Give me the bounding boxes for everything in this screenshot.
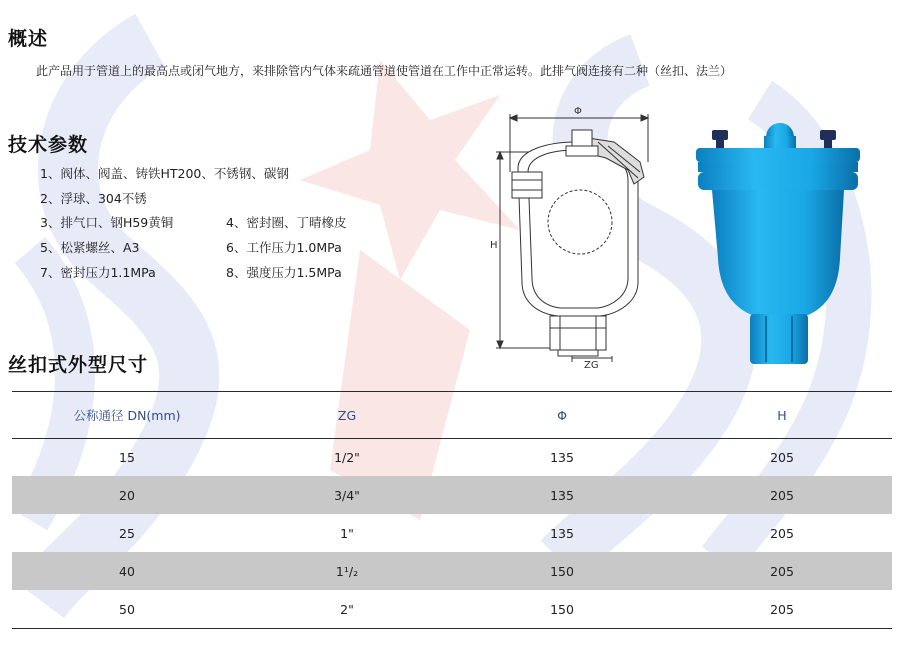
spec-item: 7、密封压力1.1MPa: [40, 265, 156, 280]
cell-zg: 1/2": [334, 449, 360, 465]
cell-phi: 135: [550, 525, 574, 541]
spec-item: 3、排气口、钢H59黄铜: [40, 215, 174, 230]
spec-item: 1、阀体、阀盖、铸铁HT200、不锈钢、碳钢: [40, 166, 289, 181]
spec-item: 6、工作压力1.0MPa: [226, 240, 342, 255]
cell-phi: 135: [550, 487, 574, 503]
table-header-row: [12, 392, 892, 438]
cell-dn: 15: [119, 449, 135, 465]
cell-dn: 40: [119, 563, 135, 579]
cell-dn: 20: [119, 487, 135, 503]
cell-h: 205: [770, 525, 794, 541]
cell-phi: 135: [550, 449, 574, 465]
table-row: [12, 476, 892, 514]
cross-section-drawing: [488, 102, 658, 372]
zg-label: ZG: [584, 360, 599, 371]
table-row: [12, 514, 892, 552]
overview-text: 此产品用于管道上的最高点或闭气地方，来排除管内气体来疏通管道使管道在工作中正常运转。此排气阀连接有二种（丝扣、法兰）: [36, 64, 733, 78]
cell-h: 205: [770, 487, 794, 503]
cell-h: 205: [770, 601, 794, 617]
table-header-rule: [12, 438, 892, 439]
cell-h: 205: [770, 563, 794, 579]
cell-zg: 1¹/₂: [335, 563, 359, 579]
table-row: [12, 590, 892, 628]
h-label: H: [490, 240, 498, 251]
cell-dn: 50: [119, 601, 135, 617]
cell-zg: 3/4": [334, 487, 360, 503]
cell-zg: 1": [340, 525, 354, 541]
table-title: 丝扣式外型尺寸: [8, 354, 149, 376]
table-row: [12, 552, 892, 590]
phi-label: Φ: [574, 106, 582, 117]
overview-title: 概述: [8, 28, 49, 50]
header-h: H: [777, 407, 787, 423]
header-zg: ZG: [337, 407, 357, 423]
cell-zg: 2": [340, 601, 354, 617]
cell-phi: 150: [550, 563, 574, 579]
cell-dn: 25: [119, 525, 135, 541]
spec-item: 8、强度压力1.5MPa: [226, 265, 342, 280]
cell-h: 205: [770, 449, 794, 465]
dimension-table: [12, 392, 892, 628]
spec-item: 4、密封圈、丁晴橡皮: [226, 215, 347, 230]
specs-title: 技术参数: [8, 134, 89, 156]
cell-phi: 150: [550, 601, 574, 617]
table-bottom-rule: [12, 628, 892, 629]
spec-item: 2、浮球、304不锈: [40, 191, 147, 206]
header-phi: Φ: [557, 407, 567, 423]
spec-item: 5、松紧螺丝、A3: [40, 240, 140, 255]
header-dn: 公称通径 DN(mm): [73, 408, 181, 423]
table-row: [12, 438, 892, 476]
air-valve-illustration: [690, 108, 870, 370]
